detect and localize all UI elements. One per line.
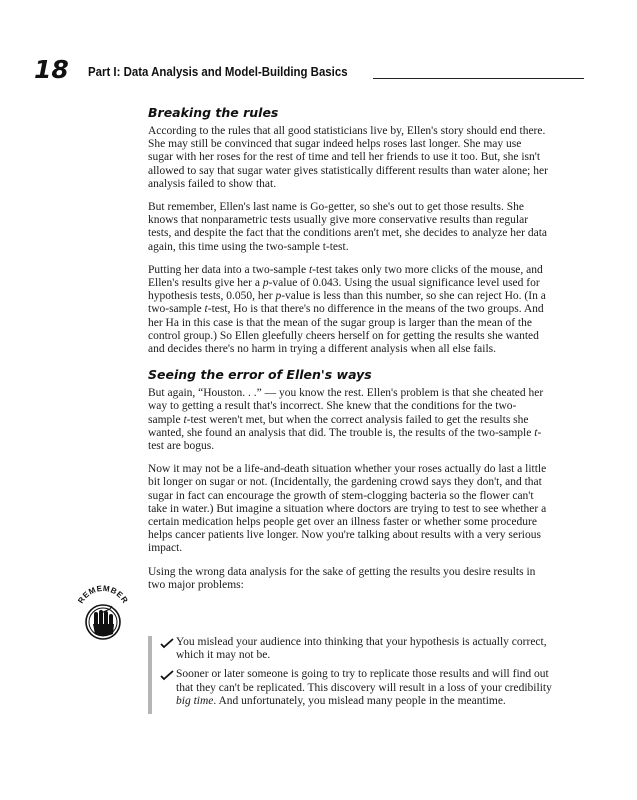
body-content	[148, 104, 548, 602]
remember-icon	[74, 582, 132, 654]
paragraph-go-getter: But remember, Ellen's last name is Go-getter, so she's out to get those results. She knows that nonparametric tests usually give more conservative results than regular tests, and despite the fact that the conditions aren't met, she decides to analyze her data again, this time using the two-sample t-test.	[148, 201, 547, 253]
check-bullet-icon	[160, 669, 174, 681]
page-number: 18	[34, 55, 69, 84]
header-rule	[373, 78, 584, 79]
list-item: You mislead your audience into thinking that your hypothesis is actually correct, which it may not be.	[152, 636, 552, 662]
section-heading-breaking-rules: Breaking the rules	[148, 105, 279, 120]
list-item: Sooner or later someone is going to try to replicate those results and will find out that they can't be replicated. This discovery will result in a loss of your credibility big time. And unfortunately, you mislead many people in the meantime.	[152, 668, 552, 708]
paragraph-houston: But again, “Houston. . .” — you know the rest. Ellen's problem is that she cheated her way to getting a result that's incorrect. She knew that the conditions for the two-sample t-test weren't met, but when the correct analysis failed to get the results she wanted, she found an analysis that did. The trouble is, the results of the two-sample t-test are bogus.	[148, 387, 544, 453]
paragraph-ellen-story: According to the rules that all good statisticians live by, Ellen's story should end there. She may still be convinced that sugar indeed helps roses last longer. She may use sugar with her roses for the rest of time and tell her friends to use it too. But, she isn't allowed to say that sugar water gives statistically different results than water alone; her analysis failed to show that.	[148, 125, 548, 190]
section-heading-error: Seeing the error of Ellen's ways	[148, 367, 372, 383]
paragraph-wrong-analysis: Using the wrong data analysis for the sake of getting the results you desire results in two major problems:	[148, 565, 536, 591]
paragraph-t-test-results: Putting her data into a two-sample t-test takes only two more clicks of the mouse, and Ellen's results give her a p-value of 0.043. Using the usual significance level used for hypothesis tests, 0.050, her p-value is less than this number, so she can reject Ho. (In a two-sample t-test, Ho is that there's no difference in the means of the two groups. And her Ha in this case is that the mean of the sugar group is larger than the mean of the control group.) So Ellen gleefully cheers herself on for getting the results she wanted and decides there's no harm in trying a different analysis when all else fails.	[148, 263, 546, 356]
svg-text:REMEMBER	[76, 584, 130, 605]
part-title: Part I: Data Analysis and Model-Building Basics	[88, 64, 348, 79]
check-bullet-icon	[160, 637, 174, 649]
paragraph-life-and-death: Now it may not be a life-and-death situation whether your roses actually do last a little bit longer on sugar or not. (Incidentally, the gardening crowd says they don't, and that sugar in fact can encourage the growth of stem-clogging bacteria so the flower can't take in water.) But imagine a situation where doctors are trying to test to see whether a certain medication helps people get over an illness faster or whether some procedure helps cancer patients live longer. Now you're talking about results with a very serious impact.	[148, 463, 547, 555]
bullet-list	[148, 636, 552, 714]
remember-label: REMEMBER	[76, 583, 130, 606]
running-header	[34, 56, 554, 86]
